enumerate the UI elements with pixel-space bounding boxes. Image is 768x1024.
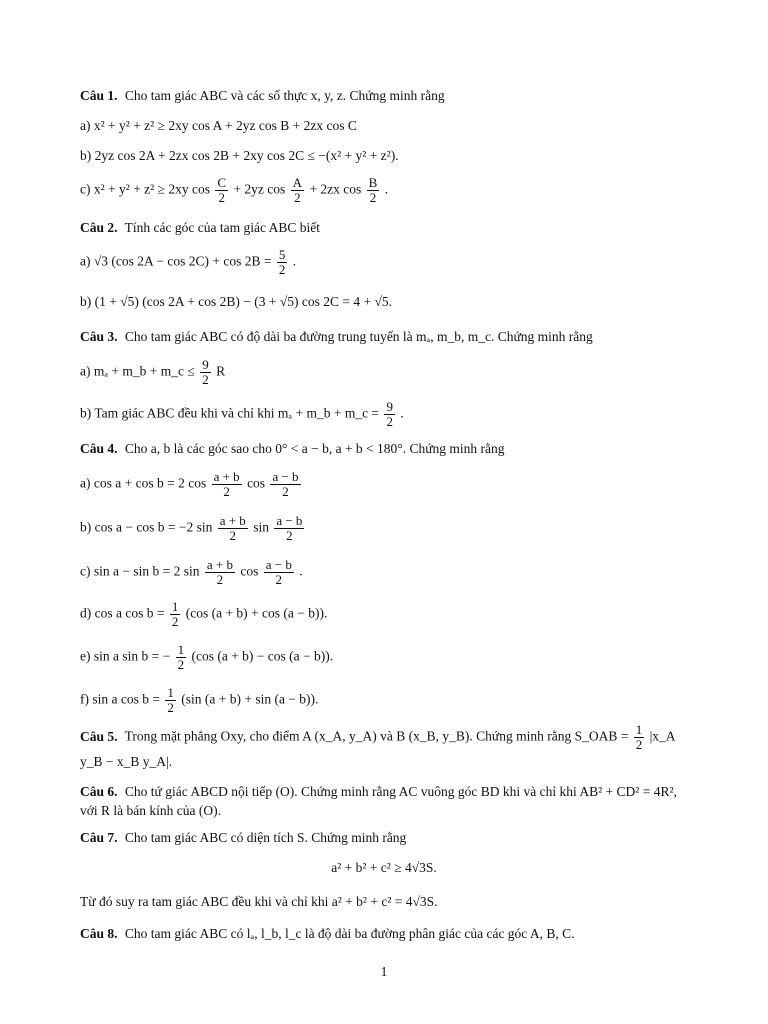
question-label: Câu 8. xyxy=(80,926,118,941)
numerator: 1 xyxy=(177,642,185,657)
fraction xyxy=(176,643,187,672)
formula-part: (sin (a + b) + sin (a − b)). xyxy=(181,691,319,707)
denominator: 2 xyxy=(294,190,301,205)
fraction xyxy=(277,248,288,277)
denominator: 2 xyxy=(278,262,286,277)
question-label: Câu 1. xyxy=(80,88,118,103)
formula-part: b) Tam giác ABC đều khi và chỉ khi mₐ + m_b + m_c = xyxy=(80,405,380,421)
question-text: Cho a, b là các góc sao cho 0° < a − b, a + b < 180°. Chứng minh rằng xyxy=(124,441,505,456)
numerator: 9 xyxy=(386,399,393,414)
formula-part: + 2zx cos xyxy=(309,181,362,197)
denominator: 2 xyxy=(223,484,230,499)
question-6 xyxy=(80,782,688,820)
fraction xyxy=(218,514,248,543)
question-1 xyxy=(80,86,688,105)
question-text: Cho tứ giác ABCD nội tiếp (O). Chứng minh rằng AC vuông góc BD khi và chỉ khi AB² + CD² = 4R², với R là bán kính của (O). xyxy=(80,784,677,818)
q7-display-formula: a² + b² + c² ≥ 4√3S. xyxy=(331,860,437,875)
denominator: 2 xyxy=(369,190,377,205)
formula-part: . xyxy=(292,253,297,269)
q3-item-a xyxy=(80,358,688,387)
q7-conclusion: Từ đó suy ra tam giác ABC đều khi và chỉ khi a² + b² + c² = 4√3S. xyxy=(80,894,438,909)
formula-part: (cos (a + b) − cos (a − b)). xyxy=(191,648,334,664)
denominator: 2 xyxy=(218,190,225,205)
q1-item-b: b) 2yz cos 2A + 2zx cos 2B + 2xy cos 2C ≤ −(x² + y² + z²). xyxy=(80,148,399,163)
numerator: A xyxy=(292,175,303,190)
numerator: 5 xyxy=(278,247,286,262)
formula-part: R xyxy=(216,363,226,379)
q2-item-b: b) (1 + √5) (cos 2A + cos 2B) − (3 + √5) cos 2C = 4 + √5. xyxy=(80,294,393,309)
question-text: Cho tam giác ABC có độ dài ba đường trung tuyến là mₐ, m_b, m_c. Chứng minh rằng xyxy=(124,329,593,344)
numerator: a − b xyxy=(276,513,303,528)
q1-item-a: a) x² + y² + z² ≥ 2xy cos A + 2yz cos B + 2zx cos C xyxy=(80,118,357,133)
question-label: Câu 4. xyxy=(80,441,118,456)
formula-part: d) cos a cos b = xyxy=(80,605,165,621)
fraction xyxy=(215,176,228,205)
numerator: a + b xyxy=(213,469,240,484)
fraction xyxy=(291,176,304,205)
denominator: 2 xyxy=(202,372,209,387)
q3-item-b xyxy=(80,400,688,429)
numerator: 1 xyxy=(167,685,174,700)
formula-part: a) cos a + cos b = 2 cos xyxy=(80,475,207,491)
formula-part: c) x² + y² + z² ≥ 2xy cos xyxy=(80,181,211,197)
formula-part: f) sin a cos b = xyxy=(80,691,160,707)
question-label: Câu 5. xyxy=(80,728,118,744)
q4-item-e xyxy=(80,643,688,672)
formula-part: sin xyxy=(253,519,269,535)
q4-item-b xyxy=(80,514,688,543)
formula-part: + 2yz cos xyxy=(233,181,286,197)
formula-part: cos xyxy=(240,563,259,579)
denominator: 2 xyxy=(282,484,289,499)
fraction xyxy=(270,470,300,499)
q1-item-c xyxy=(80,176,688,205)
question-label: Câu 3. xyxy=(80,329,118,344)
numerator: a + b xyxy=(206,557,233,572)
formula-part: c) sin a − sin b = 2 sin xyxy=(80,563,200,579)
question-7 xyxy=(80,828,688,847)
numerator: C xyxy=(217,175,227,190)
formula-part: |x_A y_B − x_B y_A|. xyxy=(80,728,675,769)
formula-part: cos xyxy=(247,475,266,491)
formula-part: (cos (a + b) + cos (a − b)). xyxy=(185,605,328,621)
numerator: a − b xyxy=(265,557,292,572)
formula-part: b) cos a − cos b = −2 sin xyxy=(80,519,213,535)
question-text: Cho tam giác ABC và các số thực x, y, z. Chứng minh rằng xyxy=(124,88,445,103)
fraction xyxy=(165,686,176,715)
page-number: 1 xyxy=(380,964,388,979)
question-label: Câu 2. xyxy=(80,220,118,235)
formula-part: . xyxy=(299,563,303,579)
fraction xyxy=(274,514,304,543)
fraction xyxy=(170,600,181,629)
fraction xyxy=(634,723,645,752)
fraction xyxy=(200,358,211,387)
denominator: 2 xyxy=(177,657,185,672)
formula-part: a) √3 (cos 2A − cos 2C) + cos 2B = xyxy=(80,253,272,269)
formula-part: e) sin a sin b = − xyxy=(80,648,171,664)
denominator: 2 xyxy=(275,572,283,587)
denominator: 2 xyxy=(286,528,293,543)
fraction xyxy=(205,558,235,587)
fraction xyxy=(367,176,380,205)
question-label: Câu 7. xyxy=(80,830,118,845)
q4-item-c xyxy=(80,558,688,587)
denominator: 2 xyxy=(171,614,179,629)
question-text: Cho tam giác ABC có lₐ, l_b, l_c là độ dài ba đường phân giác của các góc A, B, C. xyxy=(124,926,575,941)
fraction xyxy=(212,470,242,499)
denominator: 2 xyxy=(229,528,236,543)
denominator: 2 xyxy=(167,700,174,715)
numerator: B xyxy=(368,175,378,190)
fraction xyxy=(384,400,395,429)
formula-part: . xyxy=(384,181,389,197)
denominator: 2 xyxy=(635,737,643,752)
question-8 xyxy=(80,924,688,943)
formula-part: . xyxy=(400,405,404,421)
numerator: a + b xyxy=(219,513,246,528)
denominator: 2 xyxy=(216,572,224,587)
fraction xyxy=(264,558,294,587)
question-4 xyxy=(80,439,688,458)
question-text: Trong mặt phẳng Oxy, cho điểm A (x_A, y_A) và B (x_B, y_B). Chứng minh rằng S_OAB = xyxy=(124,728,629,744)
question-3 xyxy=(80,327,688,346)
numerator: 1 xyxy=(171,599,179,614)
formula-part: a) mₐ + m_b + m_c ≤ xyxy=(80,363,195,379)
numerator: 1 xyxy=(635,722,643,737)
question-text: Cho tam giác ABC có diện tích S. Chứng minh rằng xyxy=(124,830,407,845)
question-text: Tính các góc của tam giác ABC biết xyxy=(124,220,320,235)
question-2 xyxy=(80,218,688,237)
numerator: a − b xyxy=(272,469,299,484)
numerator: 9 xyxy=(202,357,209,372)
question-5 xyxy=(80,723,688,771)
denominator: 2 xyxy=(386,414,393,429)
question-label: Câu 6. xyxy=(80,784,118,799)
q2-item-a xyxy=(80,248,688,277)
q4-item-d xyxy=(80,600,688,629)
q4-item-f xyxy=(80,686,688,715)
q4-item-a xyxy=(80,470,688,499)
